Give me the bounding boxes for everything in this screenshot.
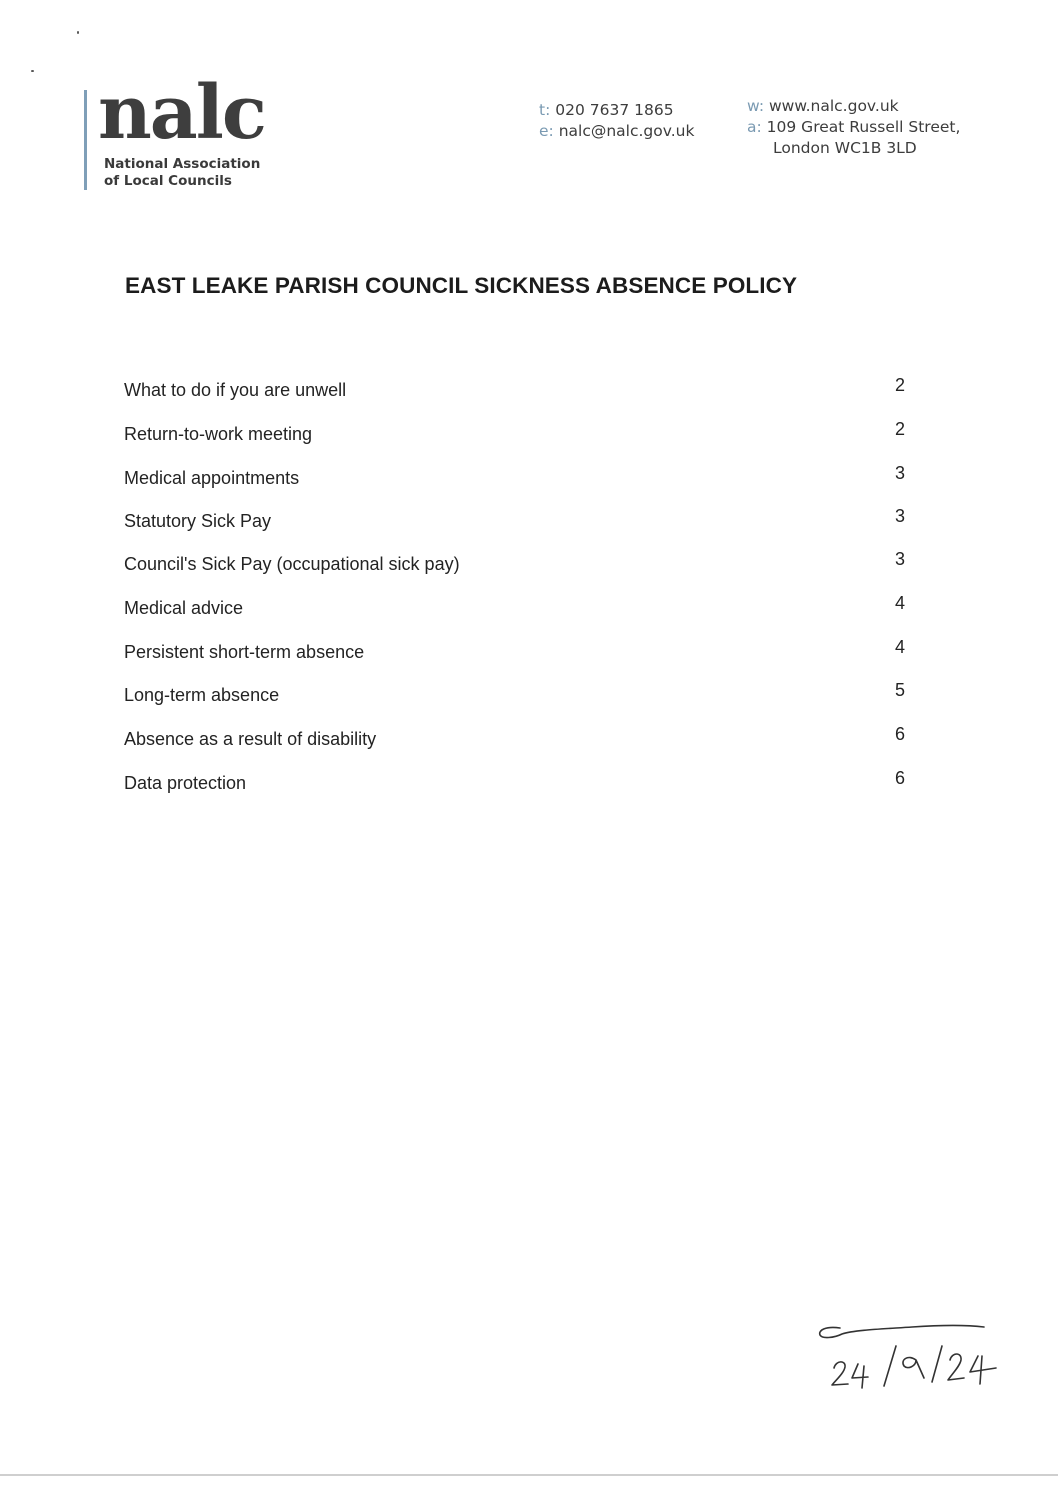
toc-row: [124, 637, 914, 672]
toc-page-number: 4: [895, 593, 906, 613]
toc-label: Statutory Sick Pay: [124, 511, 272, 531]
toc-row: [124, 419, 914, 454]
address-line2: London WC1B 3LD: [773, 139, 917, 157]
toc-row: [124, 593, 914, 628]
contact-web-address: [747, 96, 960, 159]
address-key: a:: [747, 118, 762, 136]
toc-page-number: 3: [895, 506, 906, 526]
scan-speck: [31, 70, 34, 72]
email-key: e:: [539, 122, 554, 140]
handwritten-signature: [812, 1320, 1012, 1410]
toc-page-number: 6: [895, 724, 906, 744]
toc-label: What to do if you are unwell: [124, 380, 347, 400]
toc-label: Return-to-work meeting: [124, 424, 313, 444]
toc-page-number: 5: [895, 680, 906, 700]
web-address: www.nalc.gov.uk: [769, 97, 899, 115]
logo-subtitle-line1: National Association: [104, 156, 261, 172]
scan-speck: [77, 31, 79, 34]
toc-label: Council's Sick Pay (occupational sick pay): [124, 554, 460, 574]
toc-label: Medical advice: [124, 598, 244, 618]
toc-label: Medical appointments: [124, 468, 300, 488]
logo-subtitle-line2: of Local Councils: [104, 173, 232, 189]
toc-row: [124, 680, 914, 715]
phone-line: [539, 100, 694, 121]
toc-page-number: 4: [895, 637, 906, 657]
toc-page-number: 6: [895, 768, 906, 788]
toc-label: Persistent short-term absence: [124, 642, 365, 662]
address-line: [747, 117, 960, 138]
web-line: [747, 96, 960, 117]
toc-label: Long-term absence: [124, 685, 280, 705]
toc-page-number: 3: [895, 463, 906, 483]
toc-row: [124, 375, 914, 410]
nalc-logo: [84, 70, 324, 192]
phone-number: 020 7637 1865: [555, 101, 674, 119]
email-address: nalc@nalc.gov.uk: [558, 122, 695, 140]
toc-row: [124, 463, 914, 498]
toc-row: [124, 549, 914, 584]
document-title: EAST LEAKE PARISH COUNCIL SICKNESS ABSENCE POLICY: [125, 273, 798, 298]
toc-row: [124, 768, 914, 803]
toc-row: [124, 724, 914, 759]
toc-row: [124, 506, 914, 541]
toc-page-number: 2: [895, 419, 906, 439]
address-line1: 109 Great Russell Street,: [766, 118, 961, 136]
logo-wordmark: nalc: [98, 70, 265, 156]
toc-page-number: 3: [895, 549, 906, 569]
toc-label: Data protection: [124, 773, 247, 793]
phone-key: t:: [539, 101, 551, 119]
toc-page-number: 2: [895, 375, 906, 395]
email-line: [539, 121, 694, 142]
scan-edge-line: [0, 1474, 1058, 1476]
toc-label: Absence as a result of disability: [124, 729, 377, 749]
web-key: w:: [747, 97, 765, 115]
logo-accent-bar: [84, 90, 87, 190]
contact-phone-email: [539, 100, 694, 142]
